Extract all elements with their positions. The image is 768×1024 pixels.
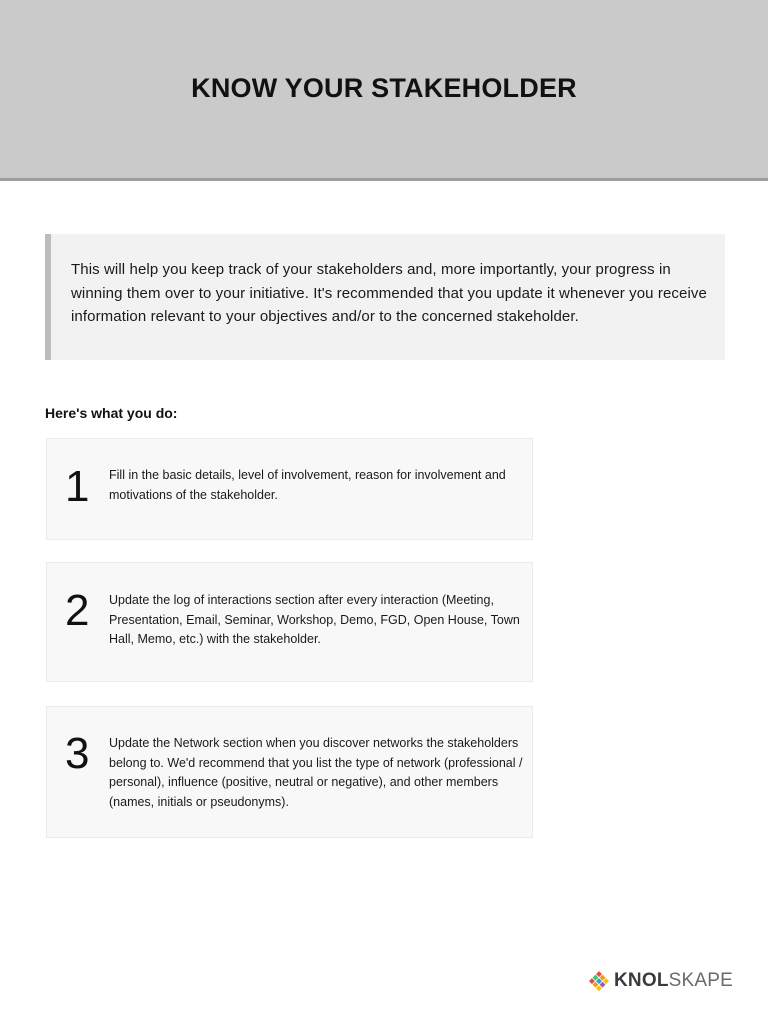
step-text: Fill in the basic details, level of involvement, reason for involvement and motivations of the stakeholder. [109,468,506,502]
step-text: Update the log of interactions section after every interaction (Meeting, Presentation, Email, Seminar, Workshop, Demo, FGD, Open House, Town Hall, Memo, etc.) with the stakeholder. [109,593,520,646]
intro-callout [45,234,725,360]
step-number: 2 [65,586,90,635]
page-title: KNOW YOUR STAKEHOLDER [191,73,577,103]
logo-wordmark [614,970,733,992]
logo-wordmark-bold: KNOL [614,970,669,991]
intro-text: This will help you keep track of your stakeholders and, more importantly, your progress in winning them over to your initiative. It's recommended that you update it whenever you receive information relevant to your objectives and/or to the concerned stakeholder. [71,261,707,325]
steps-heading: Here's what you do: [45,405,178,421]
logo-mosaic-icon [588,970,610,992]
step-card-3 [46,706,533,838]
step-number: 1 [65,462,90,511]
knolskape-logo [588,968,733,994]
step-card-2 [46,562,533,682]
page-header [0,0,768,181]
logo-wordmark-light: SKAPE [668,970,734,991]
step-text: Update the Network section when you discover networks the stakeholders belong to. We'd recommend that you list the type of network (professional / personal), influence (positive, neutral or negative), and other members (names, initials or pseudonyms). [109,736,523,809]
step-card-1 [46,438,533,540]
step-number: 3 [65,729,90,778]
